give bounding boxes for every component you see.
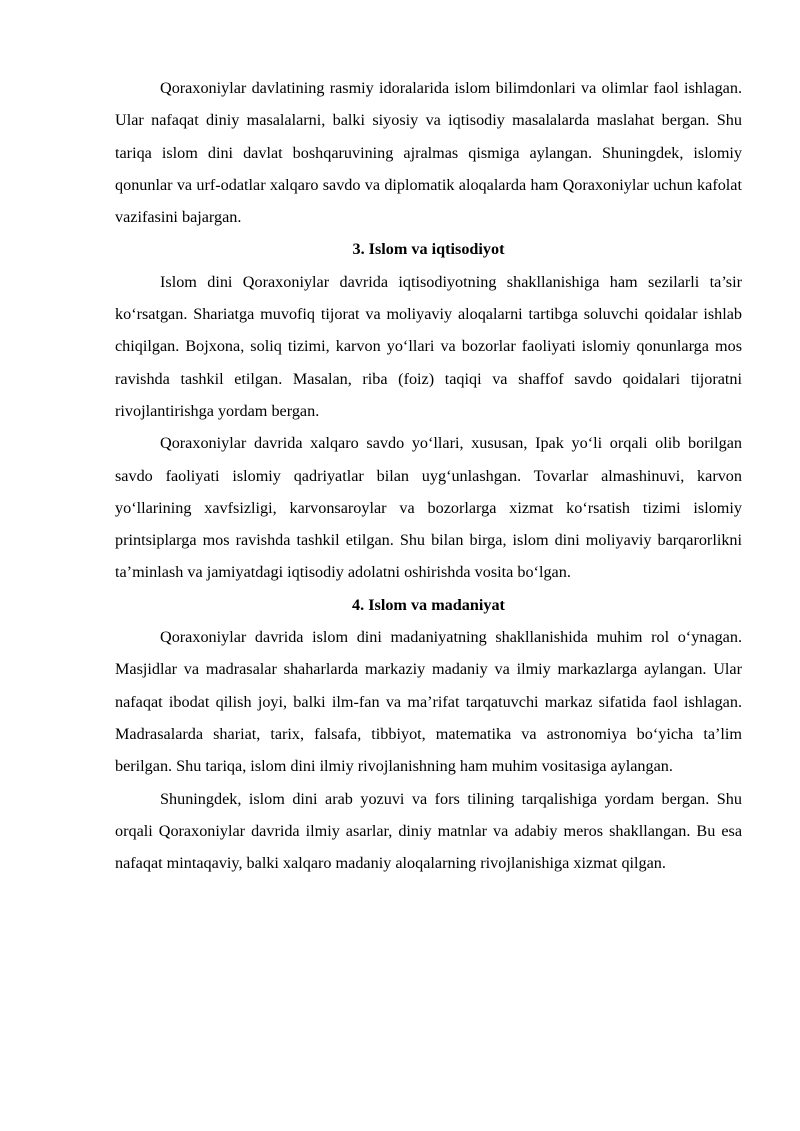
section-heading-economy: 3. Islom va iqtisodiyot [352,240,505,259]
paragraph-economy-2: Qoraxoniylar davrida xalqaro savdo yo‘llari, xususan, Ipak yo‘li orqali olib borilgan savdo faoliyati islomiy qadriyatlar bilan uyg‘unlashgan. Tovarlar almashinuvi, karvon yo‘llarining xavfsizligi, karvonsaroylar va bozorlarga xizmat ko‘rsatish tizimi islomiy printsiplarga mos ravishda tashkil etilgan. Shu bilan birga, islom dini moliyaviy barqarorlikni ta’minlash va jamiyatdagi iqtisodiy adolatni oshirishda vosita bo‘lgan. [115,434,742,582]
document-page [115,72,742,879]
paragraph-intro: Qoraxoniylar davlatining rasmiy idoralarida islom bilimdonlari va olimlar faol ishlagan. Ular nafaqat diniy masalalarni, balki siyosiy va iqtisodiy masalalarda maslahat bergan. Shu tariqa islom dini davlat boshqaruvining ajralmas qismiga aylangan. Shuningdek, islomiy qonunlar va urf-odatlar xalqaro savdo va diplomatik aloqalarda ham Qoraxoniylar uchun kafolat vazifasini bajargan. [115,79,742,227]
paragraph-culture-1: Qoraxoniylar davrida islom dini madaniyatning shakllanishida muhim rol o‘ynagan. Masjidlar va madrasalar shaharlarda markaziy madaniy va ilmiy markazlarga aylangan. Ular nafaqat ibodat qilish joyi, balki ilm-fan va ma’rifat tarqatuvchi markaz sifatida faol ishlagan. Madrasalarda shariat, tarix, falsafa, tibbiyot, matematika va astronomiya bo‘yicha ta’lim berilgan. Shu tariqa, islom dini ilmiy rivojlanishning ham muhim vositasiga aylangan. [115,628,742,776]
paragraph-culture-2: Shuningdek, islom dini arab yozuvi va fors tilining tarqalishiga yordam bergan. Shu orqali Qoraxoniylar davrida ilmiy asarlar, diniy matnlar va adabiy meros shakllangan. Bu esa nafaqat mintaqaviy, balki xalqaro madaniy aloqalarning rivojlanishiga xizmat qilgan. [115,789,742,873]
paragraph-economy-1: Islom dini Qoraxoniylar davrida iqtisodiyotning shakllanishiga ham sezilarli ta’sir ko‘rsatgan. Shariatga muvofiq tijorat va moliyaviy aloqalarni tartibga soluvchi qoidalar ishlab chiqilgan. Bojxona, soliq tizimi, karvon yo‘llari va bozorlar faoliyati islomiy qonunlarga mos ravishda tashkil etilgan. Masalan, riba (foiz) taqiqi va shaffof savdo qoidalari tijoratni rivojlantirishga yordam bergan. [115,272,742,420]
section-heading-culture: 4. Islom va madaniyat [352,595,505,614]
